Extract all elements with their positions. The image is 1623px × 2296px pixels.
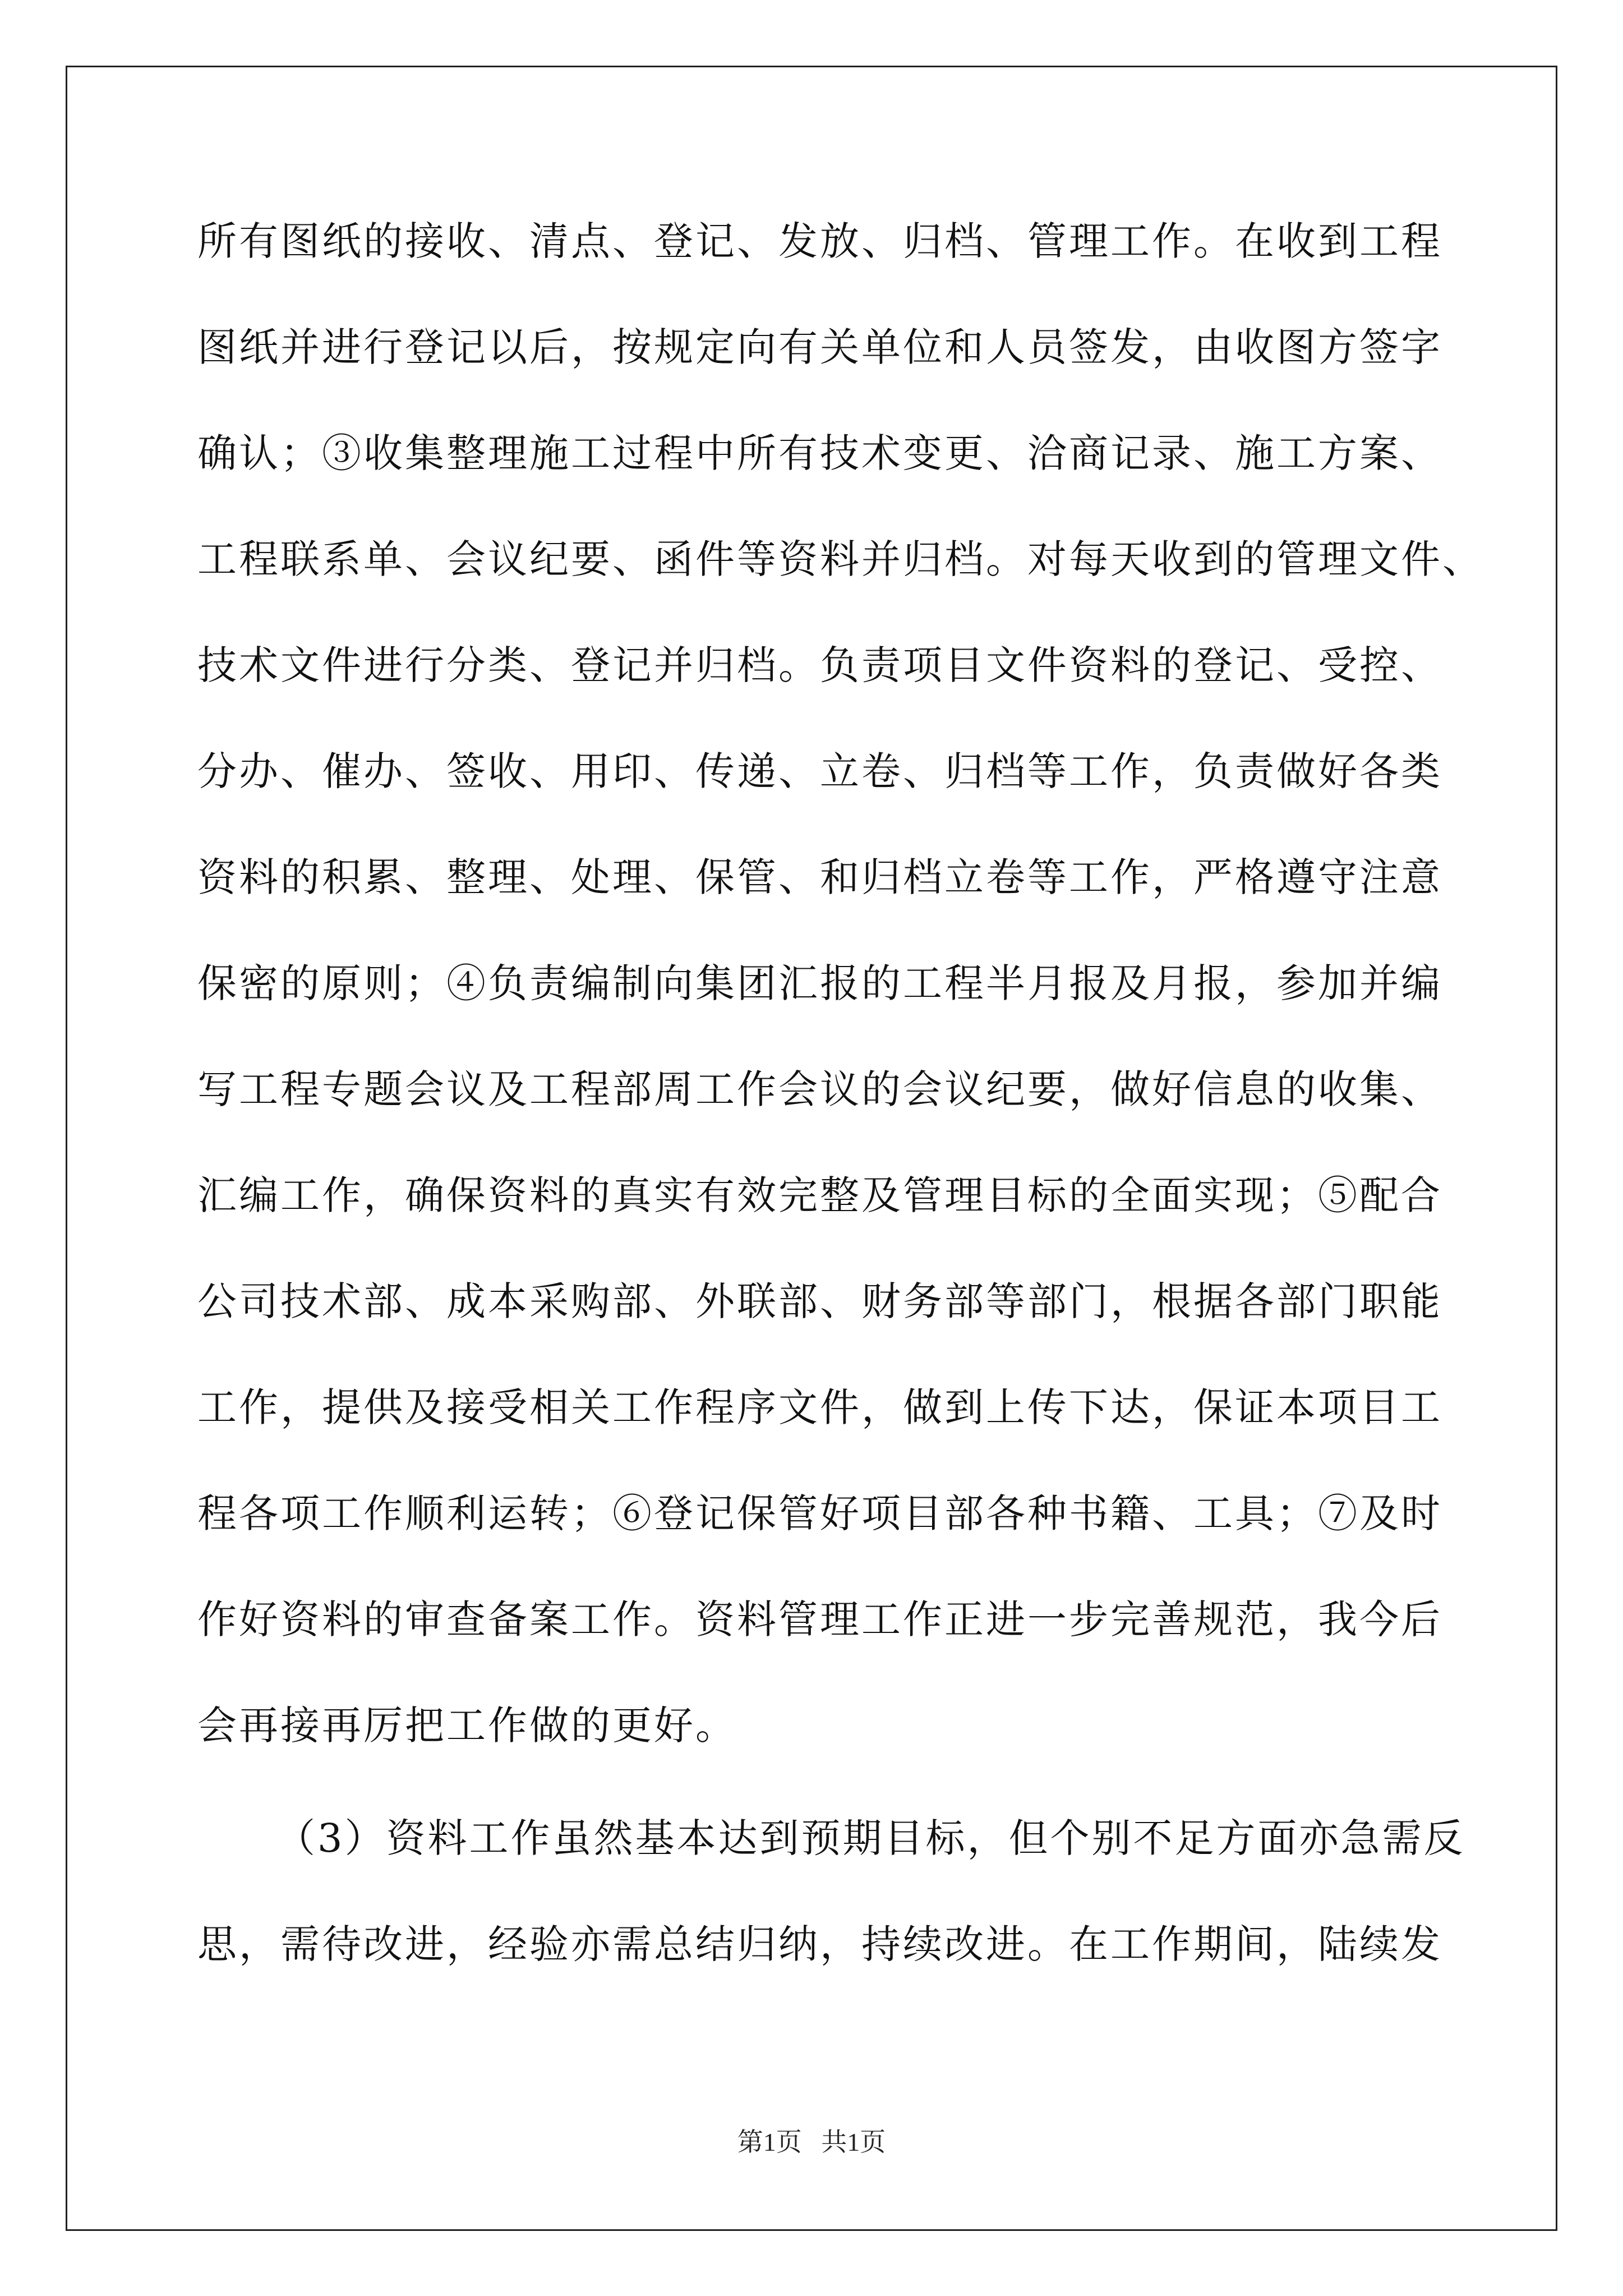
text-line: 写工程专题会议及工程部周工作会议的会议纪要，做好信息的收集、	[197, 1066, 1442, 1112]
text-line: 分办、催办、签收、用印、传递、立卷、归档等工作，负责做好各类	[197, 748, 1442, 794]
text-line: 图纸并进行登记以后，按规定向有关单位和人员签发，由收图方签字	[197, 324, 1442, 370]
text-line: 保密的原则；④负责编制向集团汇报的工程半月报及月报，参加并编	[197, 960, 1442, 1006]
text-line: 会再接再厉把工作做的更好。	[197, 1703, 737, 1749]
text-line: 思，需待改进，经验亦需总结归纳，持续改进。在工作期间，陆续发	[197, 1921, 1442, 1967]
body-text	[197, 218, 1484, 2031]
text-line: 程各项工作顺利运转；⑥登记保管好项目部各种书籍、工具；⑦及时	[197, 1490, 1442, 1536]
text-line: 工作，提供及接受相关工作程序文件，做到上传下达，保证本项目工	[197, 1384, 1442, 1430]
text-line: 作好资料的审查备案工作。资料管理工作正进一步完善规范，我今后	[197, 1596, 1442, 1642]
page-footer: 第1页 共1页	[737, 2128, 886, 2156]
text-line: 技术文件进行分类、登记并归档。负责项目文件资料的登记、受控、	[197, 642, 1442, 688]
text-line: 工程联系单、会议纪要、函件等资料并归档。对每天收到的管理文件、	[197, 536, 1484, 582]
text-line: 公司技术部、成本采购部、外联部、财务部等部门，根据各部门职能	[197, 1278, 1442, 1324]
text-line: 资料的积累、整理、处理、保管、和归档立卷等工作，严格遵守注意	[197, 854, 1442, 900]
text-line: 确认；③收集整理施工过程中所有技术变更、洽商记录、施工方案、	[197, 430, 1442, 476]
text-line: 所有图纸的接收、清点、登记、发放、归档、管理工作。在收到工程	[197, 218, 1442, 264]
paragraph-start-line: （3）资料工作虽然基本达到预期目标，但个别不足方面亦急需反	[276, 1815, 1465, 1861]
text-line: 汇编工作，确保资料的真实有效完整及管理目标的全面实现；⑤配合	[197, 1172, 1442, 1218]
